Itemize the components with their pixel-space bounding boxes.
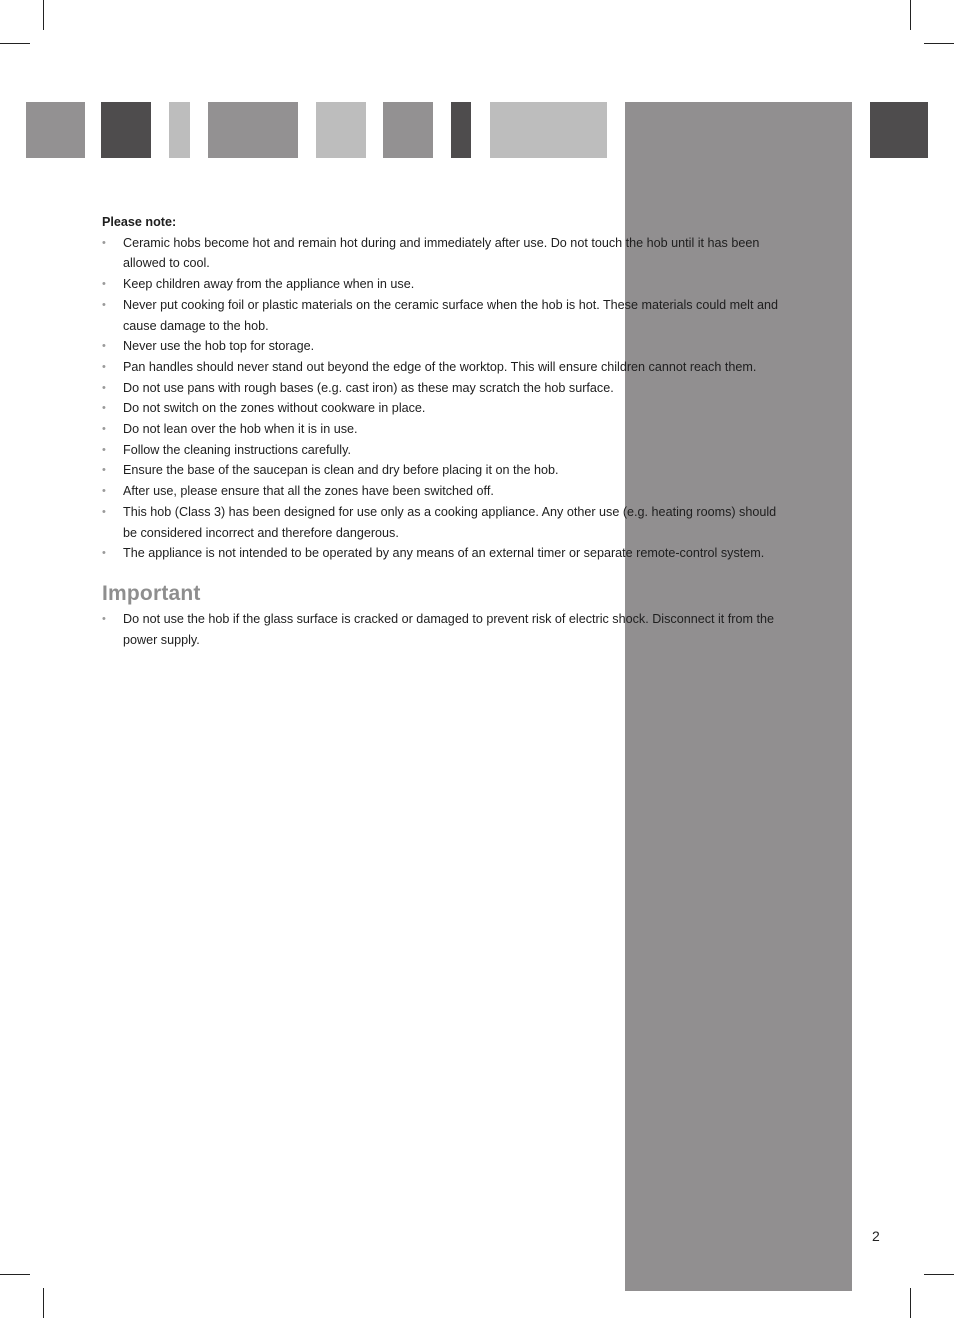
bullet-icon: •	[102, 443, 106, 456]
list-item-text: Pan handles should never stand out beyond the edge of the worktop. This will ensure children cannot reach them.	[123, 359, 757, 374]
list-item	[102, 609, 792, 650]
safety-content	[102, 212, 792, 650]
list-item	[102, 502, 792, 543]
bullet-icon: •	[102, 547, 106, 560]
list-item	[102, 481, 792, 502]
crop-mark-top-left-h	[0, 43, 30, 44]
header-block	[451, 102, 471, 158]
list-item	[102, 295, 792, 336]
page-number: 2	[872, 1228, 880, 1244]
list-item-text: Never put cooking foil or plastic materials on the ceramic surface when the hob is hot. These materials could melt and cause damage to the hob.	[123, 297, 778, 333]
important-heading: Important	[102, 581, 201, 605]
bullet-icon: •	[102, 464, 106, 477]
list-item-text: This hob (Class 3) has been designed for use only as a cooking appliance. Any other use (e.g. heating rooms) should be considered incorrect and therefore dangerous.	[123, 504, 777, 540]
important-list	[102, 609, 792, 650]
list-item-text: Do not use pans with rough bases (e.g. cast iron) as these may scratch the hob surface.	[123, 380, 614, 395]
list-item-text: After use, please ensure that all the zones have been switched off.	[123, 484, 494, 499]
list-item-text: Do not lean over the hob when it is in use.	[123, 422, 358, 437]
list-item	[102, 543, 792, 564]
bullet-icon: •	[102, 423, 106, 436]
bullet-icon: •	[102, 402, 106, 415]
list-item	[102, 460, 792, 481]
bullet-icon: •	[102, 360, 106, 373]
list-item-text: Follow the cleaning instructions carefully.	[123, 442, 351, 457]
list-item-text: The appliance is not intended to be operated by any means of an external timer or separate remote-control system.	[123, 546, 765, 561]
bullet-icon: •	[102, 612, 106, 625]
bullet-icon: •	[102, 278, 106, 291]
header-block	[26, 102, 85, 158]
list-item	[102, 440, 792, 461]
bullet-icon: •	[102, 298, 106, 311]
header-block	[169, 102, 190, 158]
header-block	[490, 102, 607, 158]
list-item	[102, 274, 792, 295]
bullet-icon: •	[102, 381, 106, 394]
crop-mark-top-left-v	[43, 0, 44, 30]
crop-mark-bottom-right-h	[924, 1274, 954, 1275]
header-block	[101, 102, 151, 158]
crop-mark-top-right-v	[910, 0, 911, 30]
crop-mark-top-right-h	[924, 43, 954, 44]
please-note-heading: Please note:	[102, 215, 177, 229]
crop-mark-bottom-right-v	[910, 1288, 911, 1318]
list-item-text: Keep children away from the appliance when in use.	[123, 277, 415, 292]
header-block	[383, 102, 433, 158]
header-block	[870, 102, 928, 158]
list-item-text: Ensure the base of the saucepan is clean and dry before placing it on the hob.	[123, 463, 559, 478]
list-item	[102, 419, 792, 440]
list-item-text: Do not use the hob if the glass surface is cracked or damaged to prevent risk of electric shock. Disconnect it from the power supply.	[123, 611, 774, 647]
list-item-text: Do not switch on the zones without cookware in place.	[123, 401, 426, 416]
header-block	[208, 102, 298, 158]
bullet-icon: •	[102, 485, 106, 498]
bullet-icon: •	[102, 340, 106, 353]
list-item-text: Never use the hob top for storage.	[123, 339, 315, 354]
bullet-icon: •	[102, 236, 106, 249]
please-note-list	[102, 233, 792, 564]
crop-mark-bottom-left-h	[0, 1274, 30, 1275]
header-block	[316, 102, 366, 158]
list-item-text: Ceramic hobs become hot and remain hot during and immediately after use. Do not touch the hob until it has been allowed to cool.	[123, 235, 760, 271]
list-item	[102, 357, 792, 378]
list-item	[102, 398, 792, 419]
crop-mark-bottom-left-v	[43, 1288, 44, 1318]
list-item	[102, 233, 792, 274]
list-item	[102, 336, 792, 357]
list-item	[102, 378, 792, 399]
bullet-icon: •	[102, 505, 106, 518]
